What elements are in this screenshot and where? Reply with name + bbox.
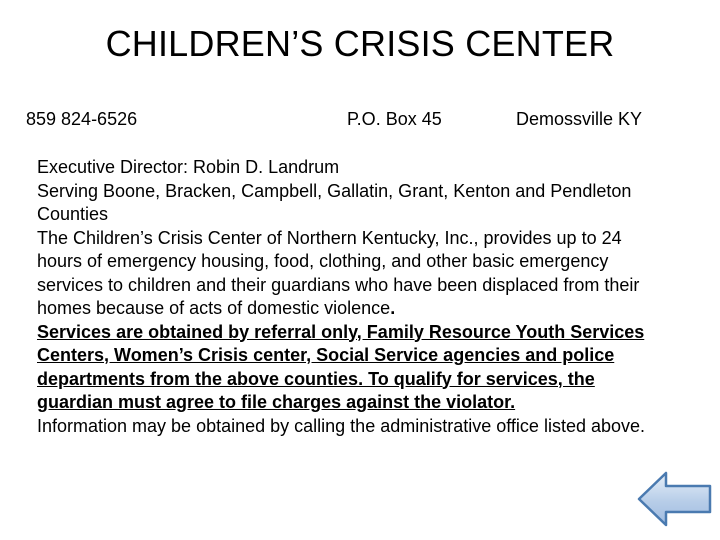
executive-director-line: Executive Director: Robin D. Landrum	[37, 157, 340, 177]
left-arrow-icon	[636, 470, 714, 528]
page-title: CHILDREN’S CRISIS CENTER	[105, 23, 615, 64]
description-period: .	[390, 298, 396, 318]
referral-notice: Services are obtained by referral only, Family Resource Youth Services Centers, Women’s Crisis center, Social Service agencies and police departments from the above counties. To qualify for services, the guardian must agree to file charges against the violator.	[37, 321, 645, 412]
body-text	[37, 156, 667, 438]
description-text: The Children’s Crisis Center of Northern Kentucky, Inc., provides up to 24 hours of emergency housing, food, clothing, and other basic emergency services to children and their guardians who have been displaced from their homes because of acts of domestic violence	[37, 227, 640, 318]
information-line: Information may be obtained by calling the administrative office listed above.	[37, 415, 646, 436]
back-button[interactable]	[636, 470, 714, 528]
contact-location: Demossville KY	[516, 109, 643, 129]
contact-po-box: P.O. Box 45	[347, 109, 442, 129]
contact-phone: 859 824-6526	[26, 109, 138, 129]
description-paragraph	[37, 227, 667, 321]
service-area-line: Serving Boone, Bracken, Campbell, Gallatin, Grant, Kenton and Pendleton Counties	[37, 180, 632, 224]
